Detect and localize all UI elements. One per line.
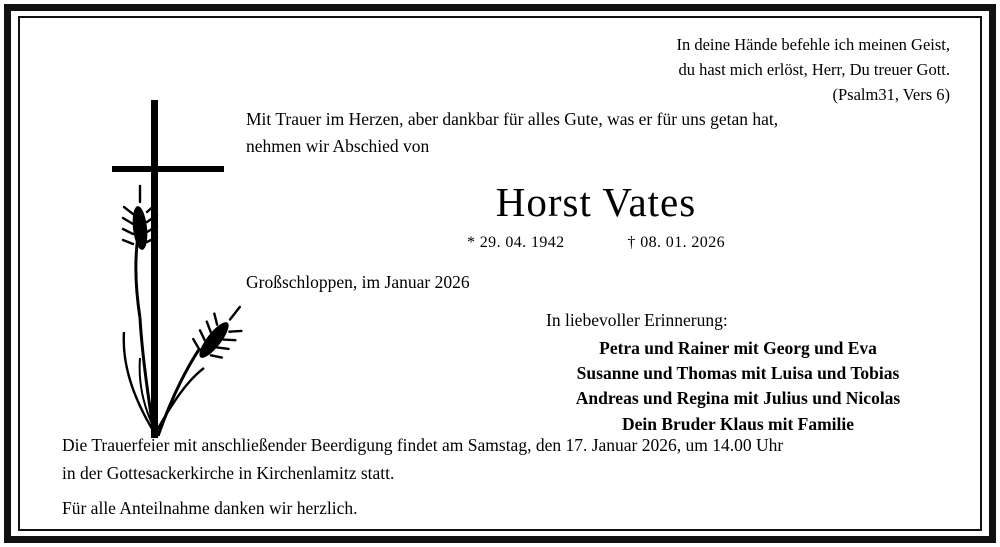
birth-date: * 29. 04. 1942 bbox=[466, 234, 565, 251]
death-date: † 08. 01. 2026 bbox=[627, 234, 726, 251]
intro-text bbox=[246, 106, 946, 160]
intro-line-1: Mit Trauer im Herzen, aber dankbar für alles Gute, was er für uns getan hat, bbox=[246, 109, 779, 129]
intro-line-2: nehmen wir Abschied von bbox=[246, 136, 430, 157]
cross-and-wheat-icon bbox=[88, 96, 268, 456]
verse-line-1: In deine Hände befehle ich meinen Geist, bbox=[676, 35, 950, 54]
footer-line-2: in der Gottesackerkirche in Kirchenlamitz statt. bbox=[62, 462, 395, 483]
notice-content bbox=[20, 18, 980, 529]
memory-title: In liebevoller Erinnerung: bbox=[546, 310, 728, 330]
list-item: Susanne und Thomas mit Luisa und Tobias bbox=[576, 363, 900, 384]
deceased-name: Horst Vates bbox=[495, 179, 697, 225]
verse-line-2: du hast mich erlöst, Herr, Du treuer Gott. bbox=[678, 60, 950, 80]
place-and-date: Großschloppen, im Januar 2026 bbox=[246, 272, 470, 292]
psalm-verse bbox=[676, 32, 950, 107]
funeral-details bbox=[62, 432, 952, 523]
life-dates bbox=[246, 234, 946, 252]
footer-line-3: Für alle Anteilnahme danken wir herzlich. bbox=[62, 498, 358, 519]
list-item: Andreas und Regina mit Julius und Nicolas bbox=[575, 388, 901, 409]
list-item: Dein Bruder Klaus mit Familie bbox=[621, 413, 855, 434]
list-item: Petra und Rainer mit Georg und Eva bbox=[599, 338, 877, 358]
verse-source: (Psalm31, Vers 6) bbox=[832, 85, 950, 105]
footer-line-1: Die Trauerfeier mit anschließender Beerdigung findet am Samstag, den 17. Januar 2026, um 14.00 Uhr bbox=[62, 435, 784, 455]
memory-block bbox=[528, 310, 948, 437]
family-list bbox=[528, 336, 948, 437]
